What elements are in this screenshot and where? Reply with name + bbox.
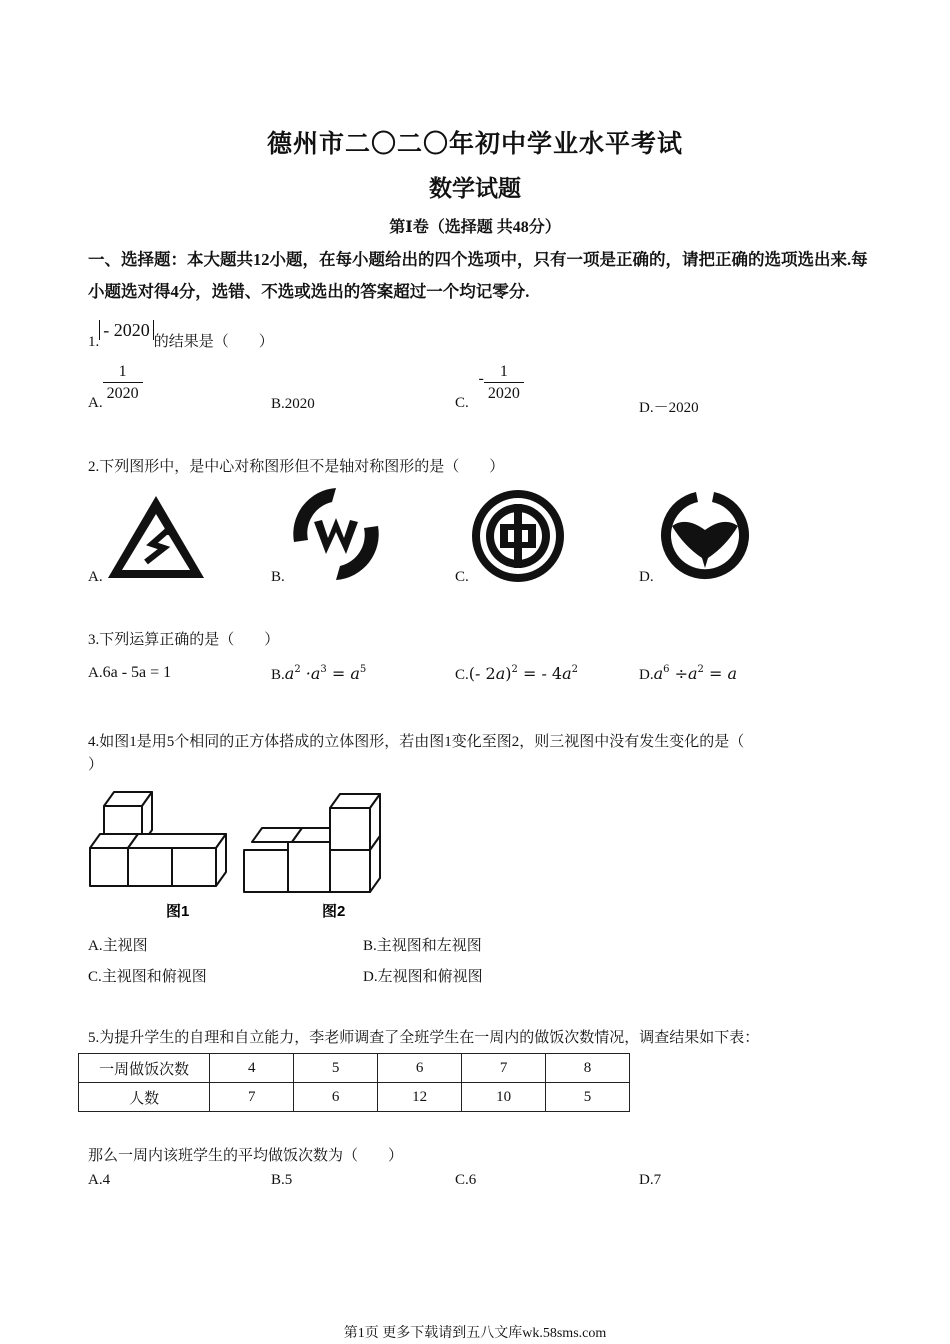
table-cell: 一周做饭次数 [79, 1054, 210, 1083]
q4-option-c: C.主视图和俯视图 [88, 969, 207, 985]
q5-option-d: D.7 [639, 1172, 662, 1188]
table-cell: 5 [546, 1083, 630, 1112]
q2-option-a-label: A. [88, 569, 103, 585]
cooking-frequency-table [78, 1053, 630, 1112]
q1-number: 1. [88, 334, 100, 350]
q3-a-expression: 6a - 5a = 1 [102, 664, 172, 681]
q1-absolute-value: - 2020 [99, 320, 154, 340]
table-cell: 4 [210, 1054, 294, 1083]
q4-option-b: B.主视图和左视图 [363, 938, 482, 954]
question-5-stem: 5.为提升学生的自理和自立能力，李老师调查了全班学生在一周内的做饭次数情况，调查结果如下表： [88, 1030, 760, 1046]
table-row [79, 1054, 630, 1083]
q3-option-a: A.6a - 5a = 1 [88, 664, 172, 681]
q2-option-d-label: D. [639, 569, 654, 585]
page-footer: 第1页 更多下载请到五八文库wk.58sms.com [343, 1326, 607, 1341]
q1-c-fraction: $\frac{1}{2020}$ [484, 362, 524, 405]
ginkgo-emblem-figure [656, 488, 754, 582]
table-cell: 6 [378, 1054, 462, 1083]
q4-option-a: A.主视图 [88, 938, 148, 954]
q1-option-c: C. - $\frac{1}{2020}$ [455, 362, 524, 405]
question-1 [88, 320, 274, 351]
question-3-stem: 3.下列运算正确的是（ ） [88, 632, 280, 648]
q5-option-a: A.4 [88, 1172, 111, 1188]
q4-option-d: D.左视图和俯视图 [363, 969, 483, 985]
warning-sign-figure [104, 492, 208, 584]
table-cell: 7 [462, 1054, 546, 1083]
exam-subtitle: 数学试题 [429, 176, 521, 201]
question-5-question: 那么一周内该班学生的平均做饭次数为（ ） [88, 1148, 404, 1164]
table-cell: 人数 [79, 1083, 210, 1112]
exam-title: 德州市二〇二〇年初中学业水平考试 [266, 131, 683, 158]
table-cell: 7 [210, 1083, 294, 1112]
table-cell: 5 [294, 1054, 378, 1083]
table-cell: 10 [462, 1083, 546, 1112]
instructions: 一、选择题：本大题共12小题，在每小题给出的四个选项中，只有一项是正确的，请把正确的选项选出来.每小题选对得4分，选错、不选或选出的答案超过一个均记零分. [88, 250, 868, 301]
q5-option-c: C.6 [455, 1172, 477, 1188]
cube-figures [88, 786, 388, 922]
circle-emblem-figure [470, 488, 566, 584]
fig2-label: 图2 [322, 903, 346, 920]
q1-option-d: D.－2020 [639, 400, 699, 416]
q2-option-c-label: C. [455, 569, 469, 585]
q1-option-b: B.2020 [271, 396, 315, 412]
q1-a-fraction: $\frac{1}{2020}$ [103, 362, 143, 405]
question-4-stem: 4.如图1是用5个相同的正方体搭成的立体图形，若由图1变化至图2，则三视图中没有发生变化的是（ ） [88, 734, 745, 773]
q1-stem: 的结果是（ ） [153, 334, 274, 350]
q5-option-b: B.5 [271, 1172, 293, 1188]
swirl-logo-figure [286, 484, 386, 584]
question-2-stem: 2.下列图形中，是中心对称图形但不是轴对称图形的是（ ） [88, 459, 505, 475]
fig1-label: 图1 [166, 903, 190, 920]
q3-option-d: $D.a^6 \div a^2 = a$ [639, 664, 738, 683]
q3-option-c: C.(- 2a)$^2$ = - $4a^2$ [455, 664, 579, 683]
q3-option-b: $B.a^2 \cdot a^3 = a^5$ [271, 664, 367, 683]
q1-option-a: A. $\frac{1}{2020}$ [88, 362, 143, 405]
q2-option-b-label: B. [271, 569, 285, 585]
section-heading: 第Ⅰ卷（选择题 共48分） [389, 219, 561, 236]
table-cell: 12 [378, 1083, 462, 1112]
table-cell: 8 [546, 1054, 630, 1083]
table-cell: 6 [294, 1083, 378, 1112]
table-row [79, 1083, 630, 1112]
